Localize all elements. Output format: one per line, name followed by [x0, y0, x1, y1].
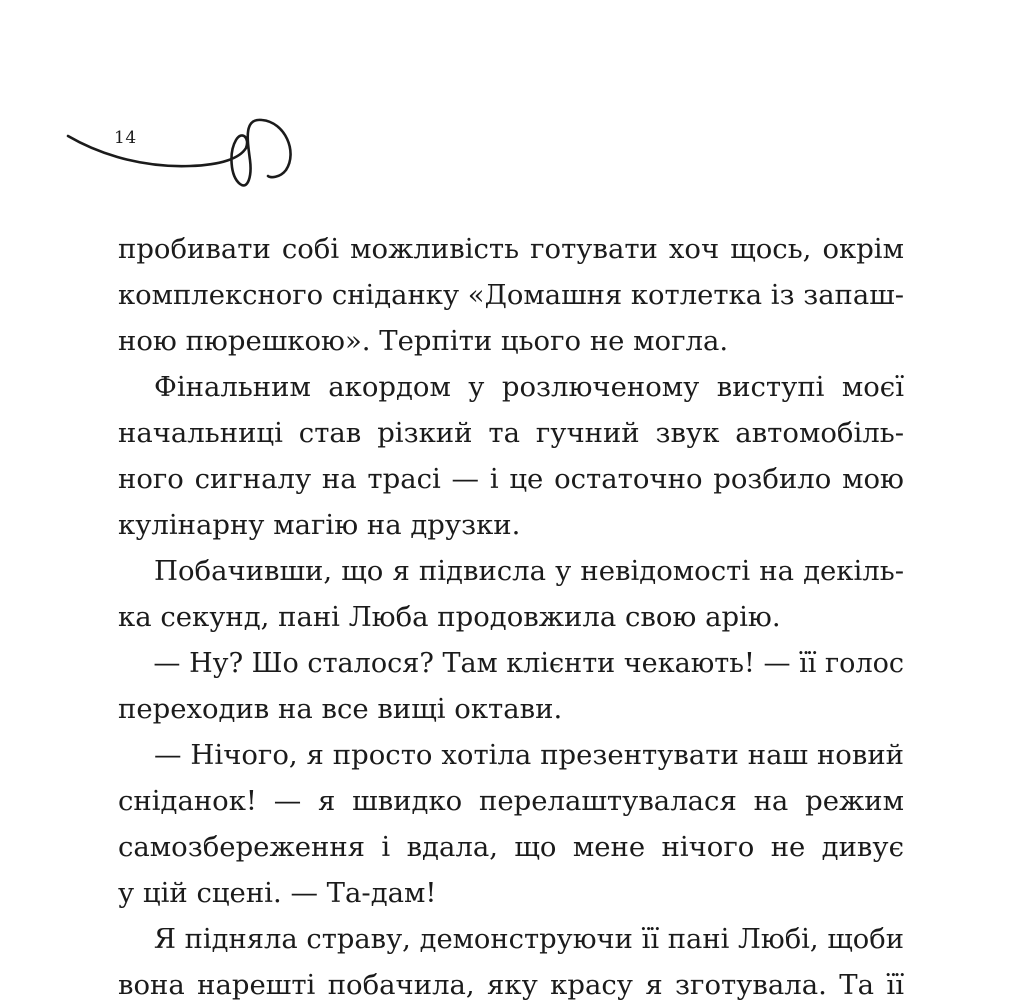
text-line: — Ну? Шо сталося? Там клієнти чекають! — її голос [153, 647, 905, 679]
page-header [0, 0, 1024, 230]
flourish-ornament-icon [0, 0, 320, 200]
text-line: ного сигналу на трасі — і це остаточно розбило мою [118, 463, 904, 495]
text-line: самозбереження і вдала, що мене нічого не дивує [118, 831, 904, 863]
text-line: кулінарну магію на друзки. [118, 509, 521, 541]
text-line: Я підняла страву, демонструючи її пані Любі, щоби [153, 923, 904, 955]
text-line: сніданок! — я швидко перелаштувалася на режим [118, 785, 904, 817]
text-line: Фінальним акордом у розлюченому виступі моєї [154, 371, 904, 403]
text-line: — Нічого, я просто хотіла презентувати наш новий [154, 739, 904, 771]
text-line: переходив на все вищі октави. [118, 693, 563, 725]
page-number: 14 [114, 128, 137, 148]
text-line: начальниці став різкий та гучний звук автомобіль- [118, 417, 904, 449]
text-line: ною пюрешкою». Терпіти цього не могла. [118, 325, 729, 357]
text-line: вона нарешті побачила, яку красу я зготувала. Та її [118, 969, 904, 1001]
text-line: ка секунд, пані Люба продовжила свою арію. [118, 601, 781, 633]
text-line: у цій сцені. — Та-дам! [118, 877, 437, 909]
text-line: Побачивши, що я підвисла у невідомості на декіль- [154, 555, 904, 587]
text-line: пробивати собі можливість готувати хоч щось, окрім [118, 233, 904, 265]
text-line: комплексного сніданку «Домашня котлетка із запаш- [118, 279, 904, 311]
body-text [118, 226, 904, 1008]
